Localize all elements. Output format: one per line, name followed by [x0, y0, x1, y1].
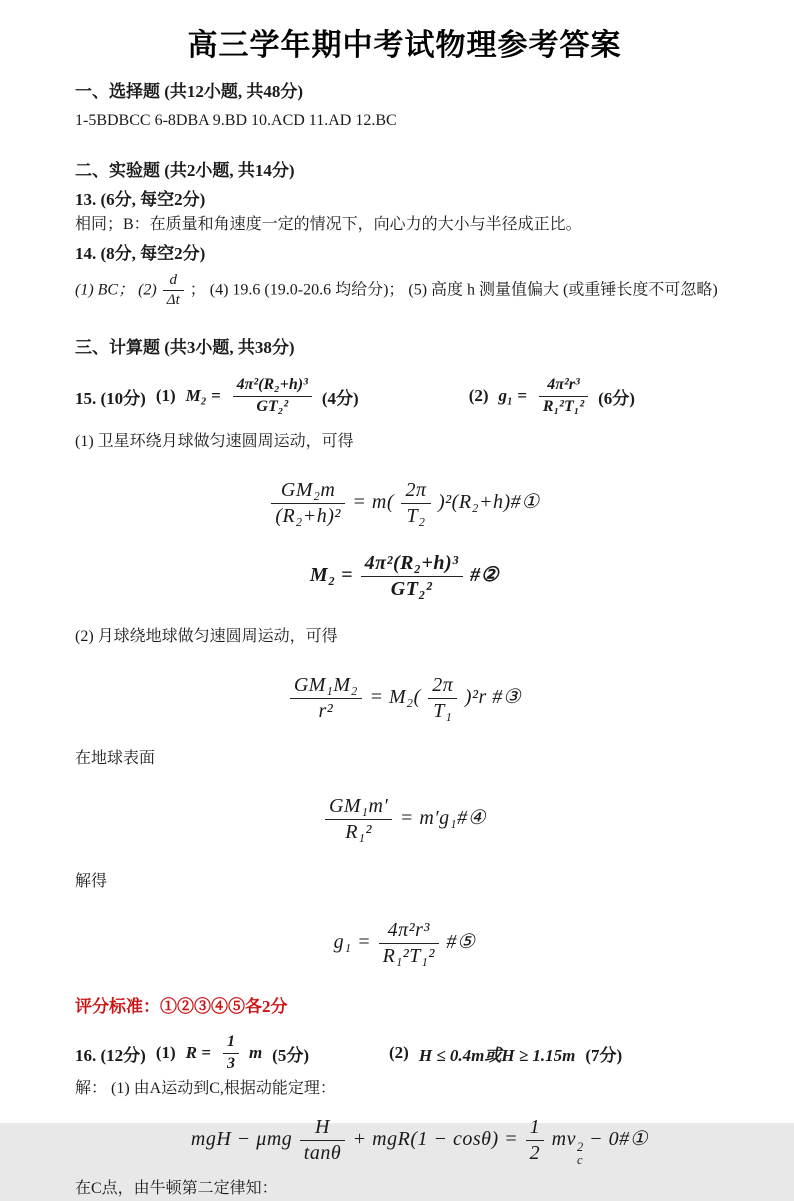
equation-1 — [75, 479, 734, 528]
equation-4-tail: = m′g₁#④ — [399, 807, 487, 830]
fraction-denominator: tanθ — [303, 1141, 342, 1164]
q14-answer — [75, 272, 734, 310]
fraction-denominator: R₁² — [345, 821, 372, 844]
fraction-denominator: 2 — [529, 1141, 541, 1164]
q13-answer: 相同；B：在质量和角速度一定的情况下，向心力的大小与半径成正比。 — [75, 215, 582, 233]
earth-surface-text: 在地球表面 — [75, 749, 156, 767]
q15-part1-fraction — [233, 376, 312, 416]
q13-heading: 13. (6分, 每空2分) — [75, 190, 206, 210]
equation-6-term-3: mv — [551, 1127, 576, 1150]
fraction-d-over-delta-t — [163, 272, 184, 310]
q16-part1-unit: m — [248, 1043, 263, 1063]
fraction-numerator: 4π²r³ — [539, 376, 588, 396]
equation-5-lhs: g₁ = — [333, 931, 372, 954]
q14-answer-part-2: ； (4) 19.6 (19.0-20.6 均给分)； (5) 高度 h 测量值偏大 (或重锤长度不可忽略) — [189, 281, 718, 299]
q16-label: 16. (12分) — [75, 1045, 146, 1065]
q15-step2-text: (2) 月球绕地球做匀速圆周运动，可得 — [75, 627, 338, 645]
q15-part2-fraction — [539, 376, 588, 416]
q16-part1-score: (5分) — [272, 1045, 309, 1065]
q16-solution-intro: 解： (1) 由A运动到C,根据动能定理： — [75, 1080, 336, 1098]
fraction-denominator: GT₂² — [256, 397, 289, 415]
fraction-numerator: 1 — [526, 1116, 545, 1141]
q15-part1-lhs: M₂ = — [185, 386, 221, 406]
fraction-numerator: d — [163, 272, 184, 291]
equation-2-lhs: M₂ = — [309, 563, 354, 586]
fraction-denominator: GT₂² — [390, 577, 433, 600]
solve-text: 解得 — [75, 873, 108, 891]
fraction-numerator: 1 — [223, 1033, 239, 1053]
equation-6-term-4: − 0#① — [589, 1127, 649, 1150]
fraction-denominator: R₁²T₁² — [382, 945, 435, 968]
superscript-2: 2 — [576, 1139, 584, 1154]
fraction-numerator: GM₁M₂ — [290, 674, 362, 699]
fraction-surface-gravity — [325, 795, 392, 844]
fraction-numerator: 2π — [428, 674, 457, 699]
fraction-H-tan-theta — [300, 1116, 345, 1165]
fraction-2pi-T2 — [401, 479, 430, 528]
q15-part2-score: (6分) — [598, 388, 635, 408]
q15-part1-label: (1) — [155, 386, 176, 406]
page-title: 高三学年期中考试物理参考答案 — [187, 29, 622, 62]
section-2-heading: 二、实验题 (共2小题, 共14分) — [75, 161, 295, 181]
equation-5 — [75, 919, 734, 968]
fraction-denominator: (R₂+h)² — [275, 504, 341, 527]
equation-3 — [75, 674, 734, 723]
equation-6-term-1: mgH − μmg — [190, 1127, 293, 1150]
equation-6 — [105, 1116, 734, 1167]
fraction-one-third — [223, 1033, 239, 1073]
subscript-c: c — [576, 1152, 583, 1167]
q14-answer-part-1: (1) BC； (2) — [75, 281, 157, 299]
equation-5-tail: #⑤ — [446, 931, 476, 954]
q16-part1-label: (1) — [155, 1043, 176, 1063]
fraction-denominator: 3 — [226, 1054, 235, 1072]
fraction-denominator: Δt — [166, 292, 180, 309]
fraction-numerator: 4π²(R₂+h)³ — [233, 376, 312, 396]
fraction-numerator: 4π²r³ — [379, 919, 439, 944]
fraction-numerator: 2π — [401, 479, 430, 504]
equation-3-tail: )²r #③ — [464, 685, 522, 708]
q14-heading: 14. (8分, 每空2分) — [75, 243, 206, 263]
q16-part2-score: (7分) — [585, 1045, 623, 1065]
fraction-denominator: R₁²T₁² — [542, 397, 585, 415]
q16-part2-label: (2) — [389, 1043, 409, 1063]
equation-2-tail: #② — [470, 563, 500, 586]
fraction-numerator: GM₁m′ — [325, 795, 392, 820]
grading-criteria: 评分标准：①②③④⑤各2分 — [75, 997, 288, 1017]
q16-part1-lhs: R = — [185, 1043, 211, 1063]
choice-answers: 1-5BDBCC 6-8DBA 9.BD 10.ACD 11.AD 12.BC — [75, 111, 397, 129]
q16-answer-line — [75, 1033, 734, 1073]
fraction-denominator: r² — [318, 699, 334, 722]
equation-6-term-2: + mgR(1 − cosθ) = — [352, 1127, 519, 1150]
q15-part2-lhs: g₁ = — [498, 386, 527, 406]
fraction-2pi-T1 — [428, 674, 457, 723]
fraction-numerator: 4π²(R₂+h)³ — [361, 552, 463, 577]
point-c-text: 在C点，由牛顿第二定律知： — [75, 1179, 278, 1197]
equation-4 — [75, 795, 734, 844]
equation-1-tail: )²(R₂+h)#① — [438, 490, 540, 513]
equation-2 — [75, 552, 734, 601]
equation-3-mid: = M₂( — [369, 685, 421, 708]
section-3-heading: 三、计算题 (共3小题, 共38分) — [75, 337, 295, 357]
equation-1-mid: = m( — [352, 490, 394, 513]
fraction-g1-result — [379, 919, 439, 968]
fraction-M2 — [361, 552, 463, 601]
vc-squared-script — [577, 1141, 584, 1167]
fraction-one-half — [526, 1116, 545, 1165]
fraction-numerator: H — [300, 1116, 345, 1141]
fraction-numerator: GM₂m — [271, 479, 344, 504]
q15-part1-score: (4分) — [321, 388, 359, 408]
fraction-denominator: T₁ — [433, 699, 453, 722]
fraction-moon-earth — [290, 674, 362, 723]
q15-step1-text: (1) 卫星环绕月球做匀速圆周运动，可得 — [75, 433, 354, 451]
section-1-heading: 一、选择题 (共12小题, 共48分) — [75, 82, 304, 101]
fraction-denominator: T₂ — [406, 504, 426, 527]
q15-answer-line — [75, 376, 734, 416]
q16-part2-expression: H ≤ 0.4m或H ≥ 1.15m — [418, 1045, 576, 1065]
q15-part2-label: (2) — [468, 386, 489, 406]
fraction-gravity — [271, 479, 344, 528]
q15-label: 15. (10分) — [75, 388, 146, 408]
